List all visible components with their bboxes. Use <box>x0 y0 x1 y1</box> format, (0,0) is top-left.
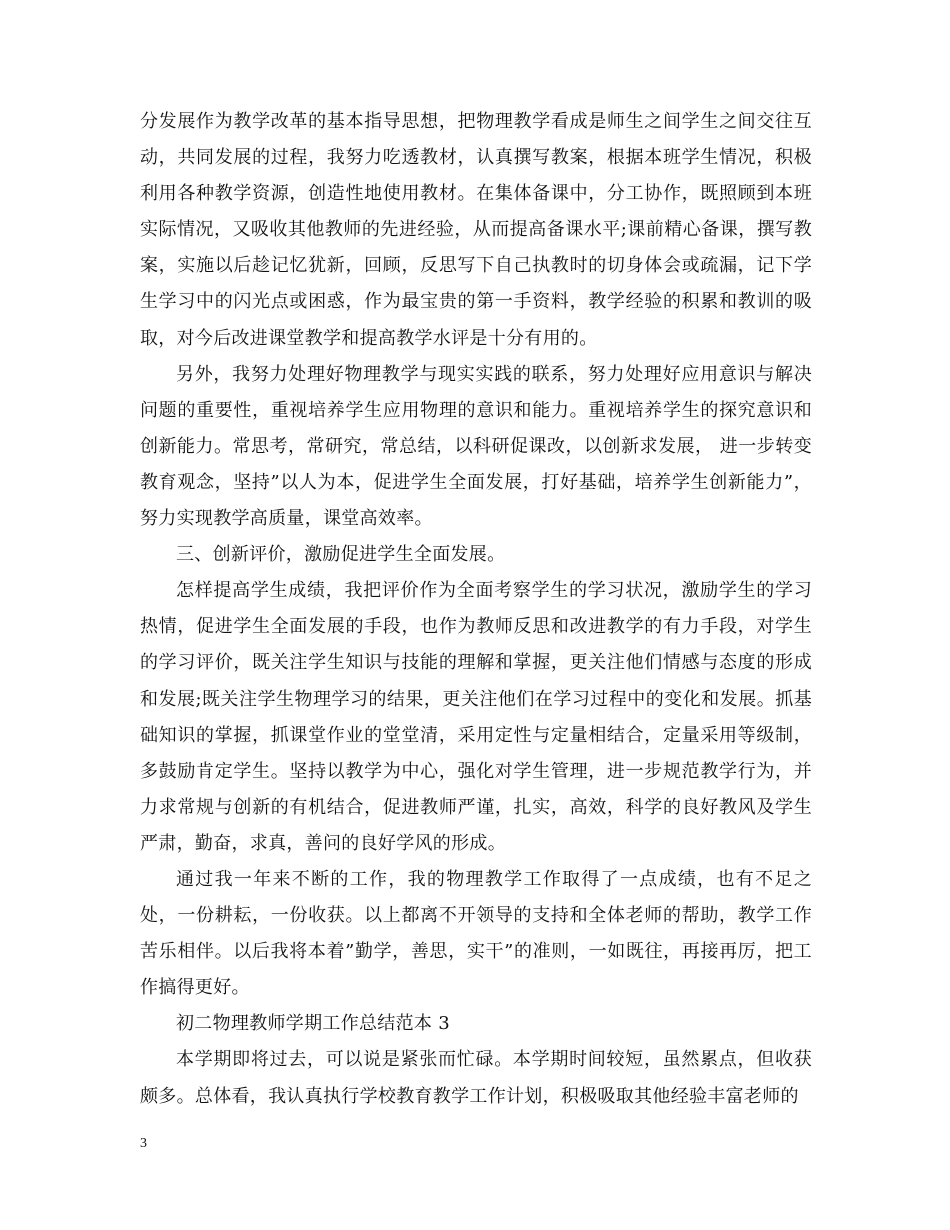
section-heading-evaluation: 三、创新评价，激励促进学生全面发展。 <box>176 544 506 566</box>
paragraph-practice-connection: 另外，我努力处理好物理教学与现实实践的联系，努力处理好应用意识与解决问题的重要性，重视培养学生应用物理的意识和能力。重视培养学生的探究意识和创新能力。常思考，常研究，常总结，以科研促课改，以创新求发展， 进一步转变教育观念，坚持”以人为本，促进学生全面发展，打好基础，培养学生创新能力”，努力实现教学高质量，课堂高效率。 <box>140 363 812 530</box>
paragraph-semester-intro: 本学期即将过去，可以说是紧张而忙碌。本学期时间较短，虽然累点，但收获颇多。总体看，我认真执行学校教育教学工作计划，积极吸取其他经验丰富老师的 <box>140 1049 812 1107</box>
page-number: 3 <box>140 1136 147 1151</box>
paragraph-student-evaluation: 怎样提高学生成绩，我把评价作为全面考察学生的学习状况，激励学生的学习热情，促进学生全面发展的手段，也作为教师反思和改进教学的有力手段，对学生的学习评价，既关注学生知识与技能的理解和掌握，更关注他们情感与态度的形成和发展;既关注学生物理学习的结果，更关注他们在学习过程中的变化和发展。抓基础知识的掌握，抓课堂作业的堂堂清，采用定性与定量相结合，定量采用等级制，多鼓励肯定学生。坚持以教学为中心，强化对学生管理，进一步规范教学行为，并力求常规与创新的有机结合，促进教师严谨，扎实，高效，科学的良好教风及学生严肃，勤奋，求真，善问的良好学风的形成。 <box>140 580 812 854</box>
paragraph-teaching-preparation: 分发展作为教学改革的基本指导思想，把物理教学看成是师生之间学生之间交往互动，共同发展的过程，我努力吃透教材，认真撰写教案，根据本班学生情况，积极利用各种教学资源，创造性地使用教材。在集体备课中，分工协作，既照顾到本班实际情况，又吸收其他教师的先进经验，从而提高备课水平;课前精心备课，撰写教案，实施以后趁记忆犹新，回顾，反思写下自己执教时的切身体会或疏漏，记下学生学习中的闪光点或困惑，作为最宝贵的第一手资料，教学经验的积累和教训的吸取，对今后改进课堂教学和提高教学水评是十分有用的。 <box>140 111 812 349</box>
paragraph-year-summary: 通过我一年来不断的工作，我的物理教学工作取得了一点成绩，也有不足之处，一份耕耘，一份收获。以上都离不开领导的支持和全体老师的帮助，教学工作苦乐相伴。以后我将本着”勤学，善思，实干”的准则，一如既往，再接再厉，把工作搞得更好。 <box>140 868 812 999</box>
document-subtitle-template-3: 初二物理教师学期工作总结范本 3 <box>176 1013 450 1035</box>
document-body <box>140 104 812 1115</box>
